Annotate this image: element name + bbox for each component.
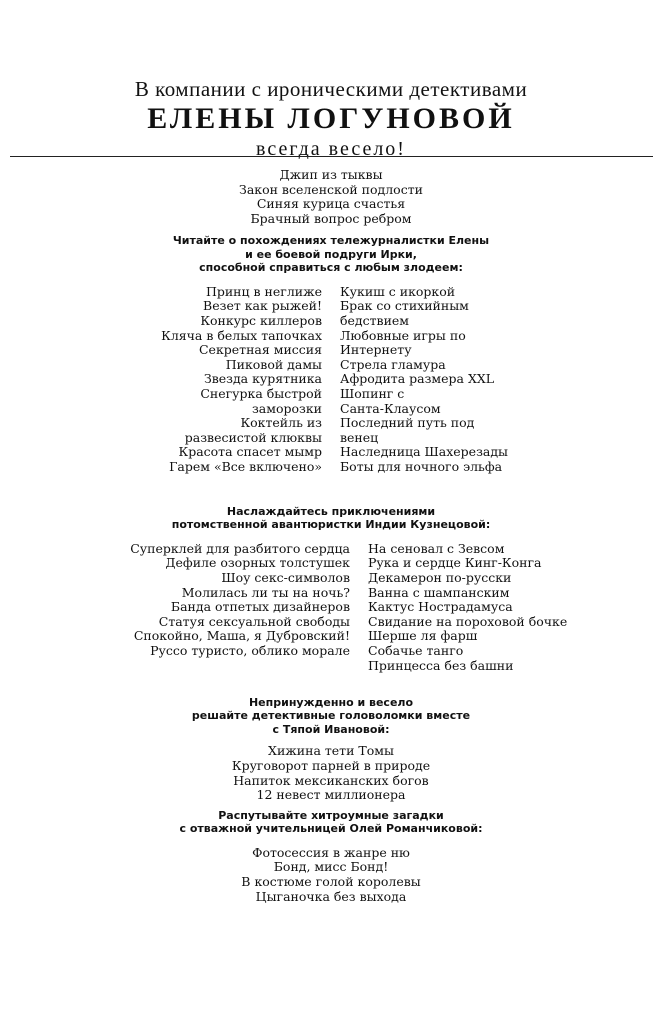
book-title: Конкурс киллеров — [200, 313, 322, 329]
section-heading-1 — [0, 234, 662, 275]
book-title: Ванна с шампанским — [368, 584, 510, 600]
book-title: Гарем «Все включено» — [169, 459, 322, 474]
book-title: Любовные игры по — [340, 327, 466, 343]
section1-left-column — [161, 285, 322, 475]
section1-columns — [0, 285, 662, 475]
book-title: Снегурка быстрой — [200, 386, 322, 402]
book-title: Брачный вопрос ребром — [250, 210, 412, 226]
book-title: венец — [340, 429, 379, 445]
book-title: Закон вселенской подлости — [239, 181, 423, 197]
book-title: Рука и сердце Кинг-Конга — [368, 555, 542, 571]
book-title: Собачье танго — [368, 643, 464, 659]
book-title: Статуя сексуальной свободы — [158, 613, 350, 629]
heading-line: Наслаждайтесь приключениями — [226, 504, 436, 518]
heading-line: Распутывайте хитроумные загадки — [218, 808, 444, 822]
book-title: Суперклей для разбитого сердца — [130, 540, 350, 556]
book-title: Бонд, мисс Бонд! — [273, 859, 389, 875]
book-title: Свидание на пороховой бочке — [368, 613, 568, 629]
book-title: заморозки — [251, 400, 322, 416]
book-title: Декамерон по-русски — [368, 570, 512, 586]
section1-right-column — [340, 285, 508, 475]
book-title: Шерше ля фарш — [368, 628, 478, 644]
section2-columns — [0, 542, 662, 674]
heading-line: с отважной учительницей Олей Романчиковой: — [179, 822, 483, 836]
book-title: развесистой клюквы — [184, 429, 322, 445]
book-title: Шопинг с — [340, 386, 405, 402]
book-title: Афродита размера XXL — [340, 371, 495, 387]
heading-line: решайте детективные головоломки вместе — [191, 709, 471, 723]
book-title: Круговорот парней в природе — [231, 757, 431, 773]
book-title: Дефиле озорных толстушек — [165, 555, 350, 571]
intro-titles — [0, 168, 662, 226]
book-title: Напиток мексиканских богов — [233, 772, 429, 788]
book-title: Брак со стихийным — [340, 298, 469, 314]
book-title: Кукиш с икоркой — [340, 283, 456, 299]
heading-line: с Тяпой Ивановой: — [272, 722, 390, 736]
book-title: Санта-Клаусом — [340, 400, 441, 416]
book-title: Секретная миссия — [198, 342, 322, 358]
section2-right-column — [368, 542, 567, 673]
book-title: Молилась ли ты на ночь? — [181, 584, 350, 600]
book-title: Принцесса без башни — [368, 657, 514, 673]
book-title: Пиковой дамы — [225, 356, 322, 372]
book-title: Цыганочка без выхода — [255, 888, 407, 904]
heading-line: Читайте о похождениях тележурналистки Елены — [172, 234, 490, 248]
heading-line: и ее боевой подруги Ирки, — [245, 247, 417, 261]
book-title: бедствием — [340, 313, 410, 329]
book-title: В костюме голой королевы — [241, 873, 421, 889]
section-heading-4 — [0, 809, 662, 836]
header-divider — [10, 156, 653, 157]
heading-line: Непринужденно и весело — [248, 695, 414, 709]
section3-titles — [0, 744, 662, 802]
header-line-1: В компании с ироническими детективами — [134, 77, 528, 101]
book-title: Кляча в белых тапочках — [161, 327, 322, 343]
book-title: Боты для ночного эльфа — [340, 459, 503, 474]
book-title: Спокойно, Маша, я Дубровский! — [133, 628, 350, 644]
book-title: Фотосессия в жанре ню — [252, 844, 410, 860]
book-title: Везет как рыжей! — [203, 298, 322, 314]
page-header — [0, 76, 662, 162]
book-title: Последний путь под — [340, 415, 475, 431]
book-title: Синяя курица счастья — [256, 196, 406, 212]
section4-titles — [0, 846, 662, 904]
book-title: 12 невест миллионера — [256, 787, 406, 803]
book-title: Красота спасет мымр — [178, 444, 322, 460]
book-title: Интернету — [340, 342, 412, 358]
book-list — [0, 168, 662, 904]
book-title: Шоу секс-символов — [221, 570, 350, 586]
book-title: Джип из тыквы — [279, 167, 383, 182]
book-title: Руссо туристо, облико морале — [150, 643, 350, 659]
section-heading-3 — [0, 696, 662, 737]
book-title: На сеновал с Зевсом — [368, 540, 505, 556]
book-title: Наследница Шахерезады — [340, 444, 508, 460]
section2-left-column — [130, 542, 350, 659]
header-line-3: всегда весело! — [256, 138, 406, 160]
book-title: Хижина тети Томы — [268, 743, 394, 759]
book-title: Стрела гламура — [340, 356, 446, 372]
section-heading-2 — [0, 505, 662, 532]
book-title: Банда отпетых дизайнеров — [170, 599, 350, 615]
author-name: ЕЛЕНЫ ЛОГУНОВОЙ — [147, 102, 515, 135]
book-title: Звезда курятника — [203, 371, 322, 387]
book-title: Принц в неглиже — [205, 283, 322, 299]
book-title: Коктейль из — [240, 415, 322, 431]
heading-line: способной справиться с любым злодеем: — [199, 261, 463, 275]
book-title: Кактус Нострадамуса — [368, 599, 513, 615]
heading-line: потомственной авантюристки Индии Кузнецовой: — [171, 518, 491, 532]
